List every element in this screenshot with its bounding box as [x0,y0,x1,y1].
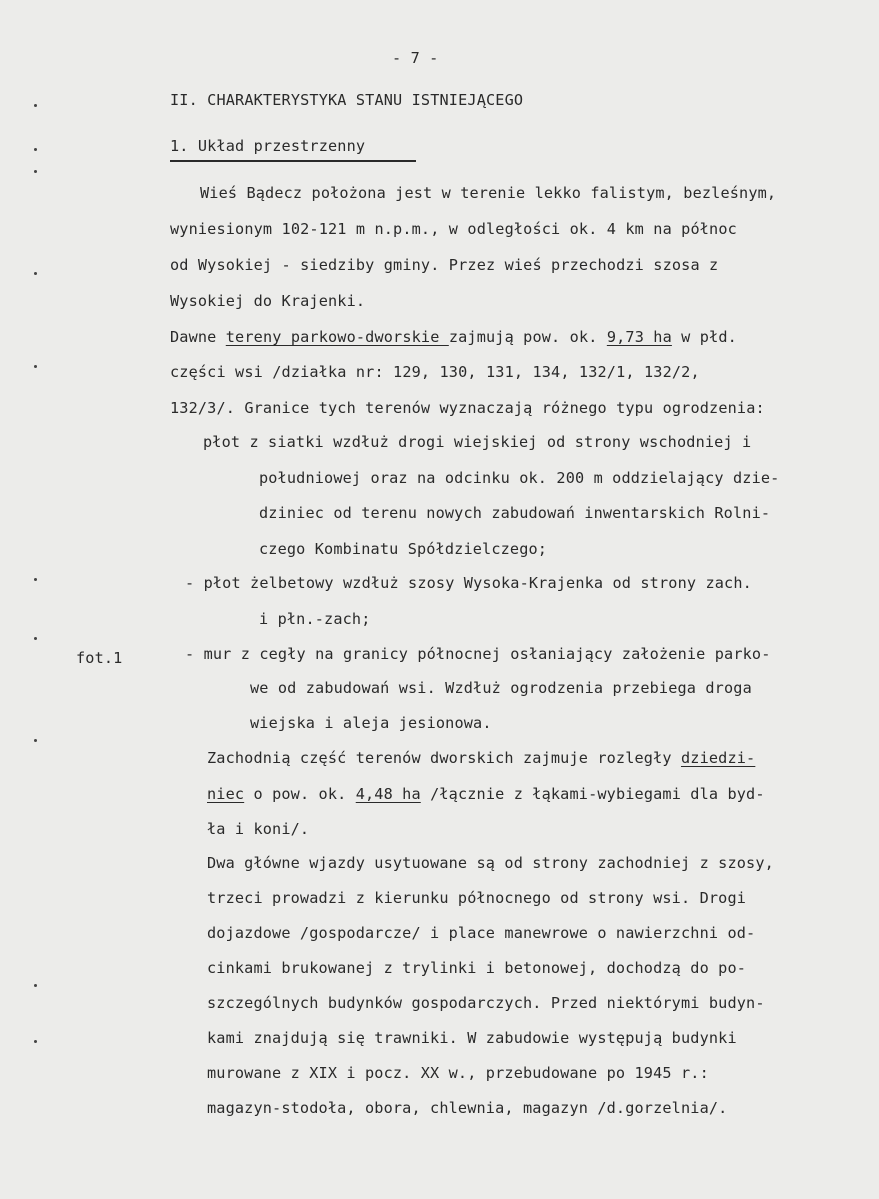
text-line: płot z siatki wzdłuż drogi wiejskiej od strony wschodniej i [203,433,752,451]
text-line: murowane z XIX i pocz. XX w., przebudowane po 1945 r.: [207,1064,709,1082]
text-line: cinkami brukowanej z trylinki i betonowej, dochodzą do po- [207,959,747,977]
text-line: Zachodnią część terenów dworskich zajmuje rozległy dziedzi- [207,749,756,767]
margin-dot [34,148,37,151]
underlined-term: tereny parkowo-dworskie [225,328,449,346]
margin-dot [34,1040,37,1043]
text-line: części wsi /działka nr: 129, 130, 131, 134, 132/1, 132/2, [170,363,700,381]
text-line: szczególnych budynków gospodarczych. Przed niektórymi budyn- [207,994,765,1012]
text-line: czego Kombinatu Spółdzielczego; [259,540,548,558]
underlined-term: dziedzi- [680,749,756,767]
text-line: dojazdowe /gospodarcze/ i place manewrowe o nawierzchni od- [207,924,756,942]
section-title: II. CHARAKTERYSTYKA STANU ISTNIEJĄCEGO [170,91,524,109]
text-line: kami znajdują się trawniki. W zabudowie występują budynki [207,1029,737,1047]
margin-dot [34,578,37,581]
margin-note: fot.1 [76,649,123,667]
margin-dot [34,984,37,987]
text-line: od Wysokiej - siedziby gminy. Przez wieś przechodzi szosa z [170,256,719,274]
margin-dot [34,637,37,640]
page-number: - 7 - [392,49,439,67]
text-line: - mur z cegły na granicy północnej osłaniający założenie parko- [185,645,771,663]
text-line: południowej oraz na odcinku ok. 200 m oddzielający dzie- [259,469,780,487]
subsection-underline [170,160,416,162]
text-line: Dawne tereny parkowo-dworskie zajmują pow. ok. 9,73 ha w płd. [170,328,737,346]
text-line: wiejska i aleja jesionowa. [250,714,492,732]
margin-dot [34,104,37,107]
text-line: 132/3/. Granice tych terenów wyznaczają różnego typu ogrodzenia: [170,399,765,417]
text-line: i płn.-zach; [259,610,371,628]
text-line: niec o pow. ok. 4,48 ha /łącznie z łąkami-wybiegami dla byd- [207,785,765,803]
underlined-term: niec [207,785,245,803]
text-line: trzeci prowadzi z kierunku północnego od strony wsi. Drogi [207,889,747,907]
text-line: ła i koni/. [207,820,310,838]
margin-dot [34,365,37,368]
text-line: Wysokiej do Krajenki. [170,292,366,310]
text-line: dziniec od terenu nowych zabudowań inwentarskich Rolni- [259,504,771,522]
margin-dot [34,170,37,173]
underlined-value: 9,73 ha [606,328,672,346]
text-line: we od zabudowań wsi. Wzdłuż ogrodzenia przebiega droga [250,679,752,697]
text-line: Dwa główne wjazdy usytuowane są od strony zachodniej z szosy, [207,854,774,872]
text-line: Wieś Bądecz położona jest w terenie lekko falistym, bezleśnym, [200,184,777,202]
margin-dot [34,739,37,742]
text-line: wyniesionym 102-121 m n.p.m., w odległości ok. 4 km na północ [170,220,737,238]
text-line: magazyn-stodoła, obora, chlewnia, magazyn /d.gorzelnia/. [207,1099,728,1117]
subsection-title: 1. Układ przestrzenny [170,137,366,155]
margin-dot [34,272,37,275]
text-line: - płot żelbetowy wzdłuż szosy Wysoka-Krajenka od strony zach. [185,574,752,592]
underlined-value: 4,48 ha [355,785,421,803]
